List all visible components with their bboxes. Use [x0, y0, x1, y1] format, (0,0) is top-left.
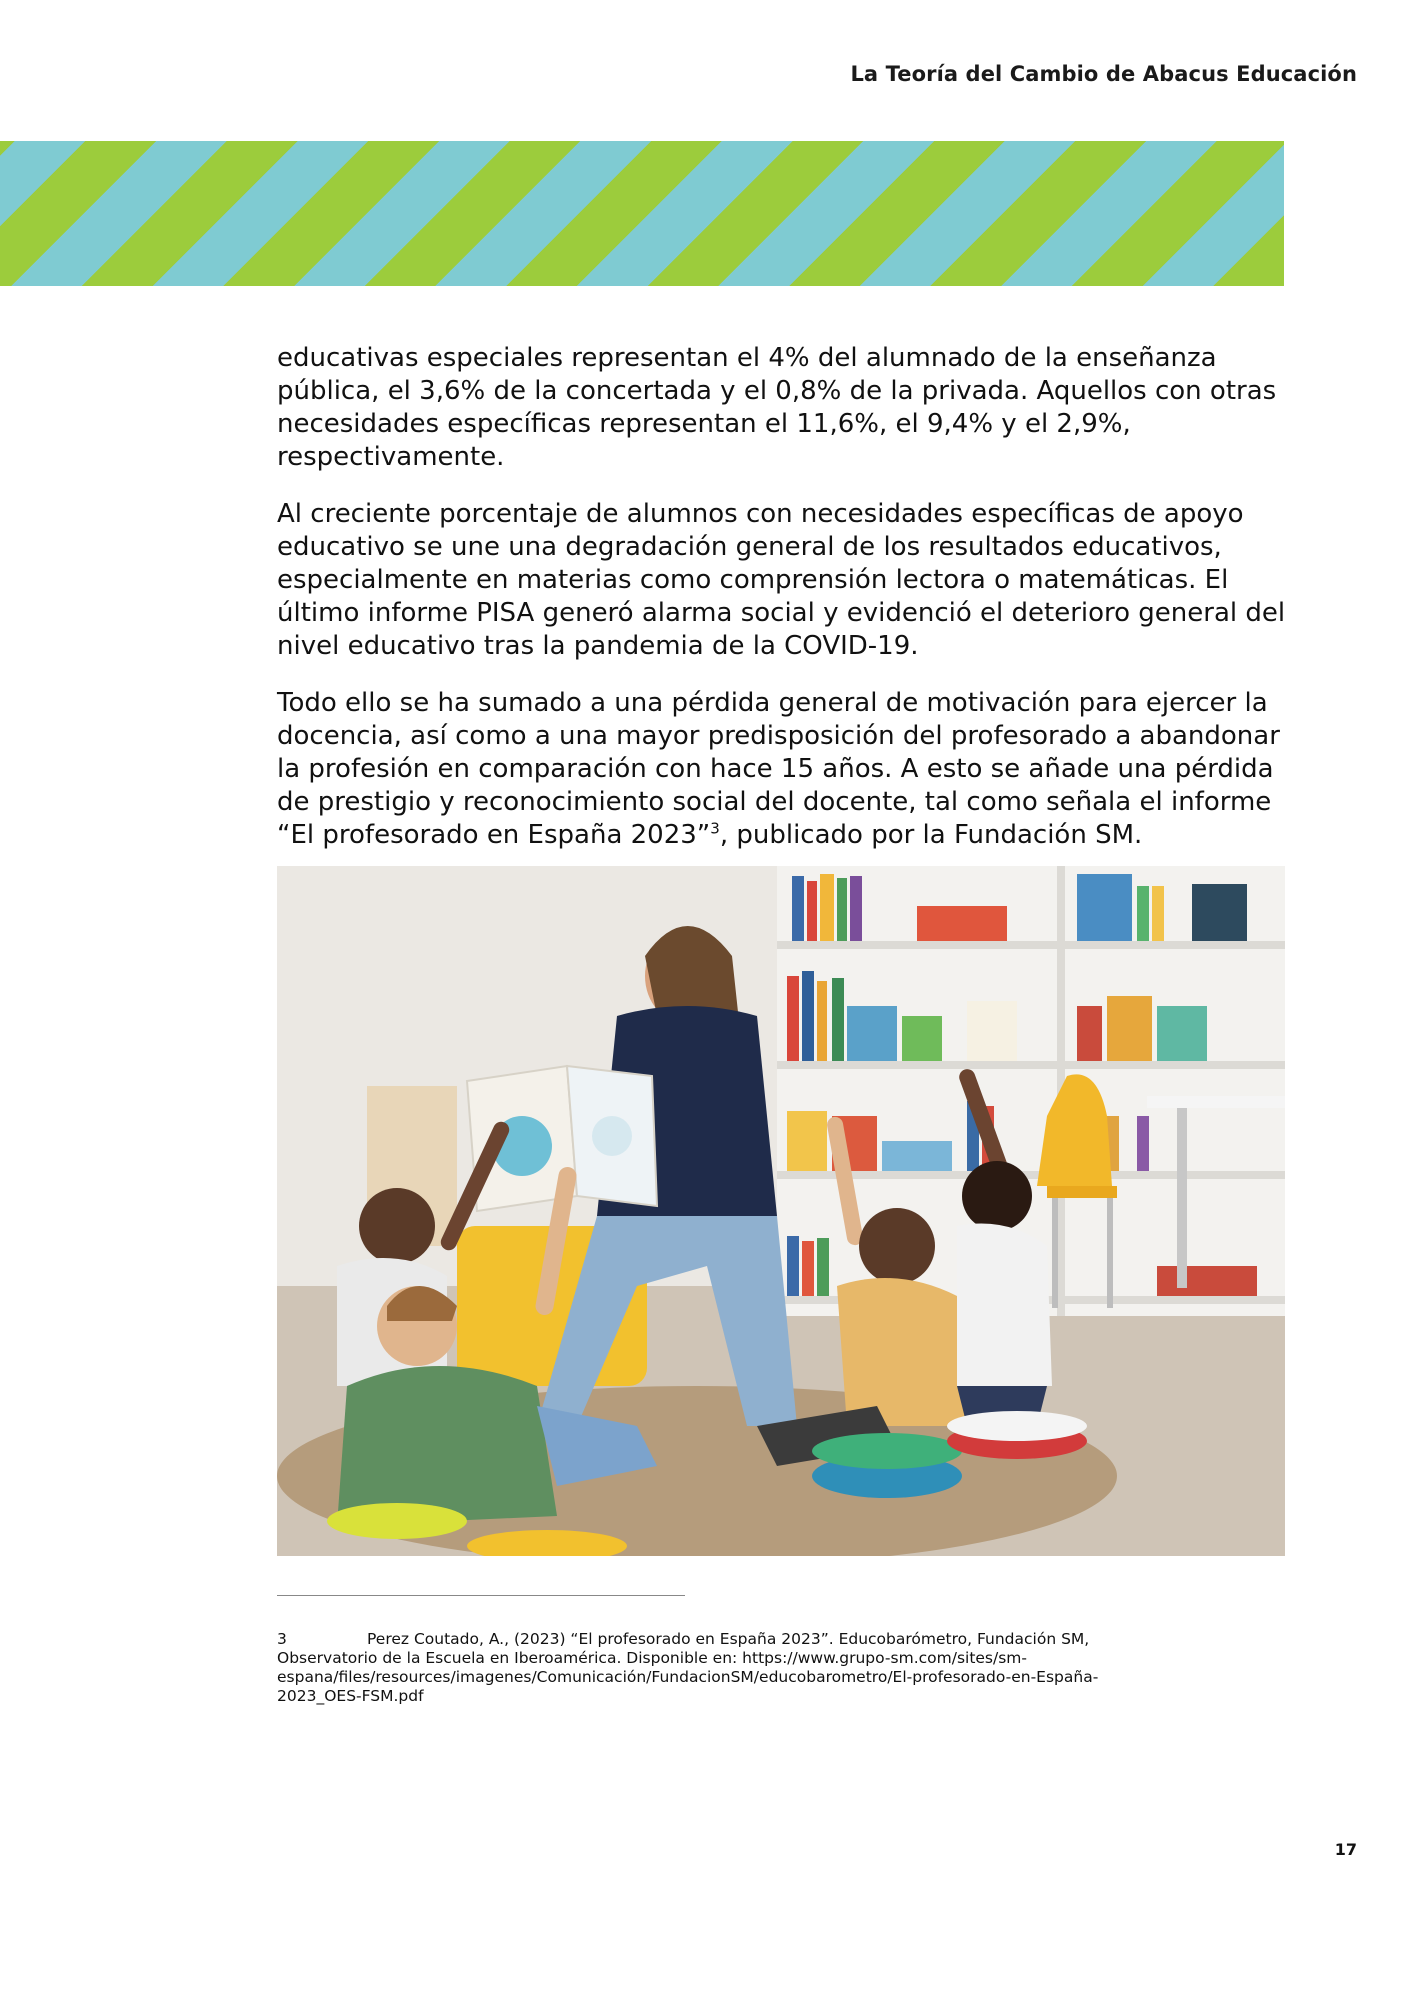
- classroom-photo: [277, 866, 1285, 1556]
- paragraph: [277, 687, 1287, 852]
- body-text: [277, 342, 1287, 876]
- running-header: La Teoría del Cambio de Abacus Educación: [850, 62, 1357, 86]
- footnote-reference[interactable]: 3: [710, 819, 720, 838]
- paragraph: Al creciente porcentaje de alumnos con necesidades específicas de apoyo educativo se une una degradación general de los resultados educativos, especialmente en materias como comprensión lectora o matemáticas. El último informe PISA generó alarma social y evidenció el deterioro general del nivel educativo tras la pandemia de la COVID-19.: [277, 499, 1286, 661]
- classroom-photo-illustration: [277, 866, 1285, 1556]
- paragraph-text: , publicado por la Fundación SM.: [719, 820, 1143, 850]
- footnote: [277, 1630, 1177, 1706]
- decorative-stripe-band: [0, 141, 1284, 286]
- paragraph: educativas especiales representan el 4% del alumnado de la enseñanza pública, el 3,6% de la concertada y el 0,8% de la privada. Aquellos con otras necesidades específicas representan el 11,6%, el 9,4% y el 2,9%, respectivamente.: [277, 343, 1277, 472]
- paragraph-text: Todo ello se ha sumado a una pérdida general de motivación para ejercer la docencia, así como a una mayor predisposición del profesorado a abandonar la profesión en comparación con hace 15 años. A esto se añade una pérdida de prestigio y reconocimiento social del docente, tal como señala el informe “El profesorado en España 2023”: [277, 688, 1280, 850]
- footnote-number: 3: [277, 1630, 287, 1648]
- footnote-text: Perez Coutado, A., (2023) “El profesorado en España 2023”. Educobarómetro, Fundación SM, Observatorio de la Escuela en Iberoamérica. Disponible en: https://www.grupo-sm.com/sites/sm-espana/files/resources/imagenes/Comunicación/FundacionSM/educobarometro/El-profesorado-en-España-2023_OES-FSM.pdf: [277, 1630, 1099, 1705]
- page-number: 17: [1334, 1840, 1357, 1859]
- footnote-divider: [277, 1595, 685, 1596]
